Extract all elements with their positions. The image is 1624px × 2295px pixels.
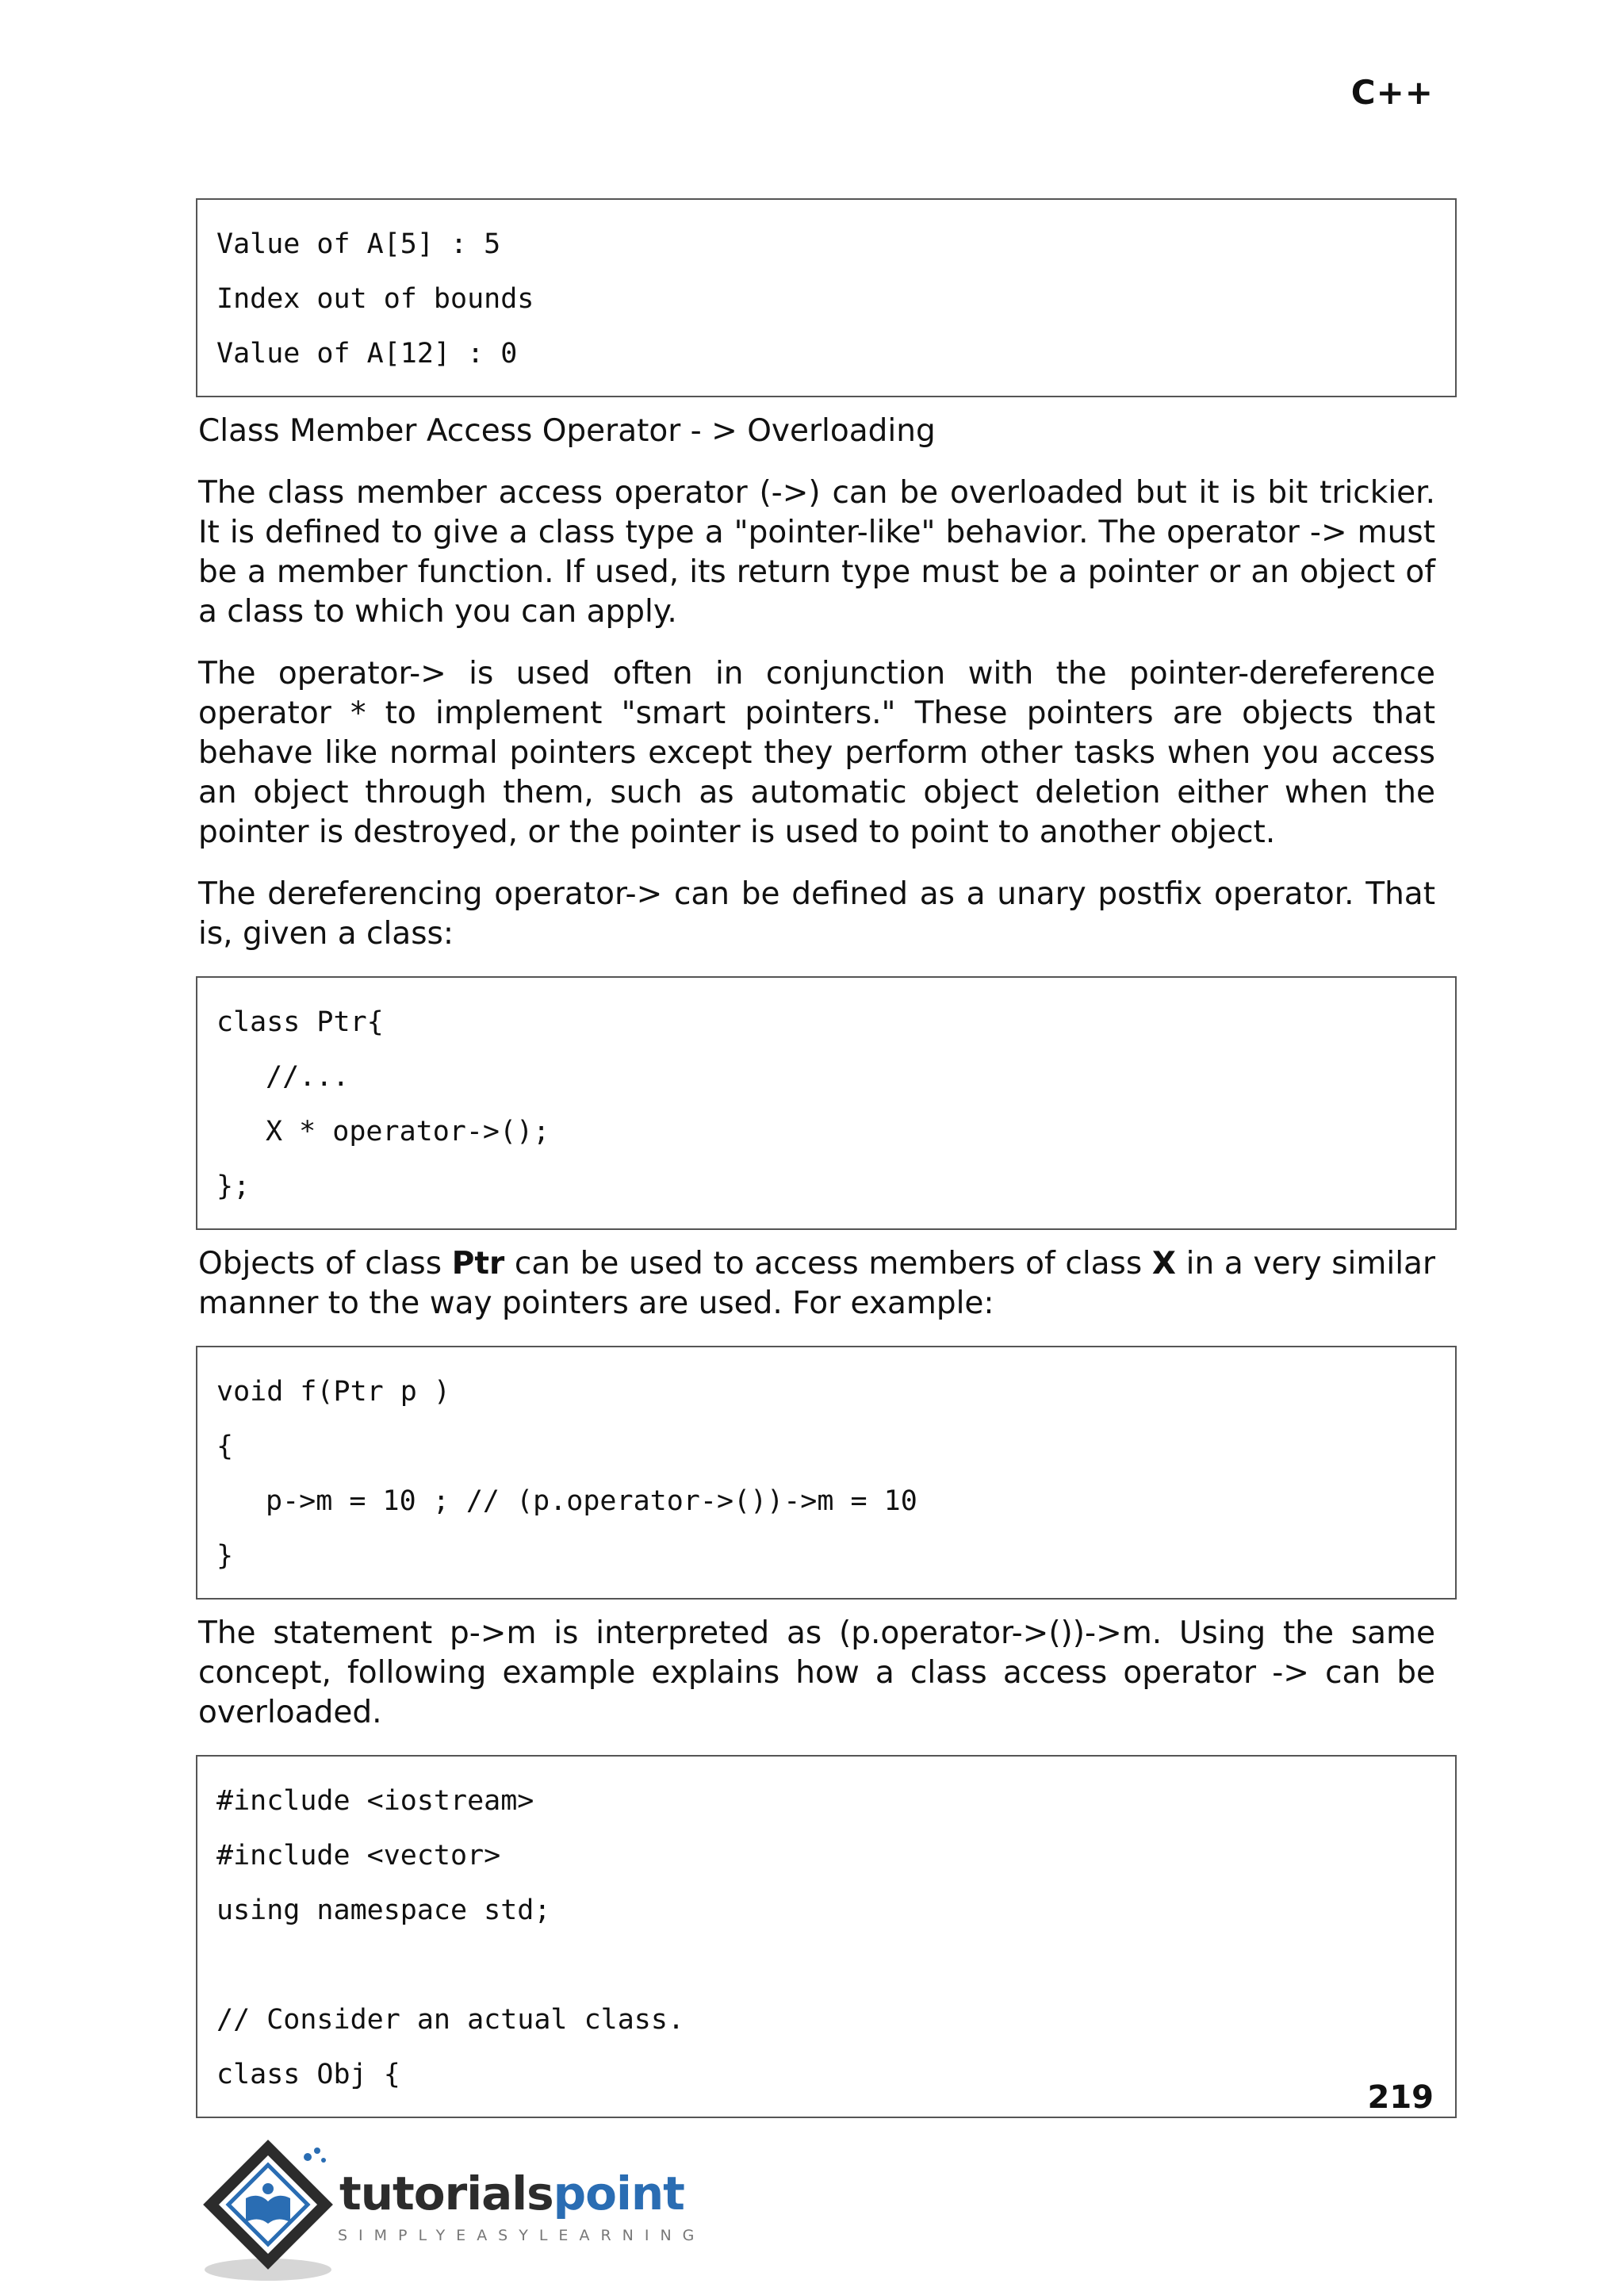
page-number: 219 (1367, 2079, 1434, 2116)
paragraph-objects-of-class (198, 1244, 1435, 1324)
output-line: Index out of bounds (216, 283, 534, 315)
code-line: { (216, 1431, 234, 1462)
code-line: #include <vector> (216, 1840, 501, 1872)
code-line: #include <iostream> (216, 1785, 534, 1817)
code-line-blank (216, 1938, 1436, 1993)
code-line: p->m = 10 ; // (p.operator->())->m = 10 (266, 1485, 917, 1517)
bold-term-ptr: Ptr (451, 1246, 505, 1282)
logo-wordmark-part2: point (553, 2167, 684, 2220)
output-box (196, 198, 1457, 397)
code-line: //... (266, 1061, 350, 1093)
code-line: }; (216, 1170, 251, 1202)
code-block-function-f (196, 1346, 1457, 1600)
logo-diamond-icon (197, 2133, 355, 2292)
tutorialspoint-logo (197, 2133, 706, 2292)
code-line: class Obj { (216, 2059, 400, 2090)
running-header-title: C++ (1350, 73, 1434, 112)
bold-term-x: X (1151, 1246, 1176, 1282)
paragraph-smart-pointers: The operator-> is used often in conjunction with the pointer-dereference operator * to implement "smart pointers." These pointers are objects that behave like normal pointers except they perform other tasks when you access an object through them, such as automatic object deletion either when the pointer is destroyed, or the pointer is used to point to another object. (198, 656, 1435, 850)
section-heading: Class Member Access Operator - > Overloading (198, 413, 936, 449)
paragraph-postfix: The dereferencing operator-> can be defined as a unary postfix operator. That is, given a class: (198, 876, 1435, 952)
code-line: using namespace std; (216, 1895, 551, 1926)
logo-tagline: SIMPLYEASYLEARNING (338, 2227, 706, 2244)
code-line: void f(Ptr p ) (216, 1376, 451, 1408)
code-block-include-example (196, 1755, 1457, 2118)
code-line: } (216, 1540, 234, 1572)
code-line: // Consider an actual class. (216, 2004, 685, 2036)
logo-wordmark-part1: tutorials (339, 2167, 553, 2220)
output-line: Value of A[12] : 0 (216, 338, 518, 370)
logo-wordmark (339, 2167, 684, 2220)
text-span: in a very similar manner to the way pointers are used. For example: (198, 1246, 1435, 1321)
code-line: X * operator->(); (266, 1116, 550, 1148)
page-content (198, 198, 1435, 2118)
paragraph-intro: The class member access operator (->) can be overloaded but it is bit trickier. It is defined to give a class type a "pointer-like" behavior. The operator -> must be a member function. If used, its return type must be a pointer or an object of a class to which you can apply. (198, 475, 1435, 630)
code-line: class Ptr{ (216, 1006, 384, 1038)
text-span: Objects of class (198, 1246, 452, 1282)
paragraph-statement-interpretation: The statement p->m is interpreted as (p.operator->())->m. Using the same concept, following example explains how a class access operator -> can be overloaded. (198, 1615, 1435, 1730)
text-span: can be used to access members of class (504, 1246, 1152, 1282)
output-line: Value of A[5] : 5 (216, 228, 501, 260)
code-block-ptr-class (196, 976, 1457, 1230)
